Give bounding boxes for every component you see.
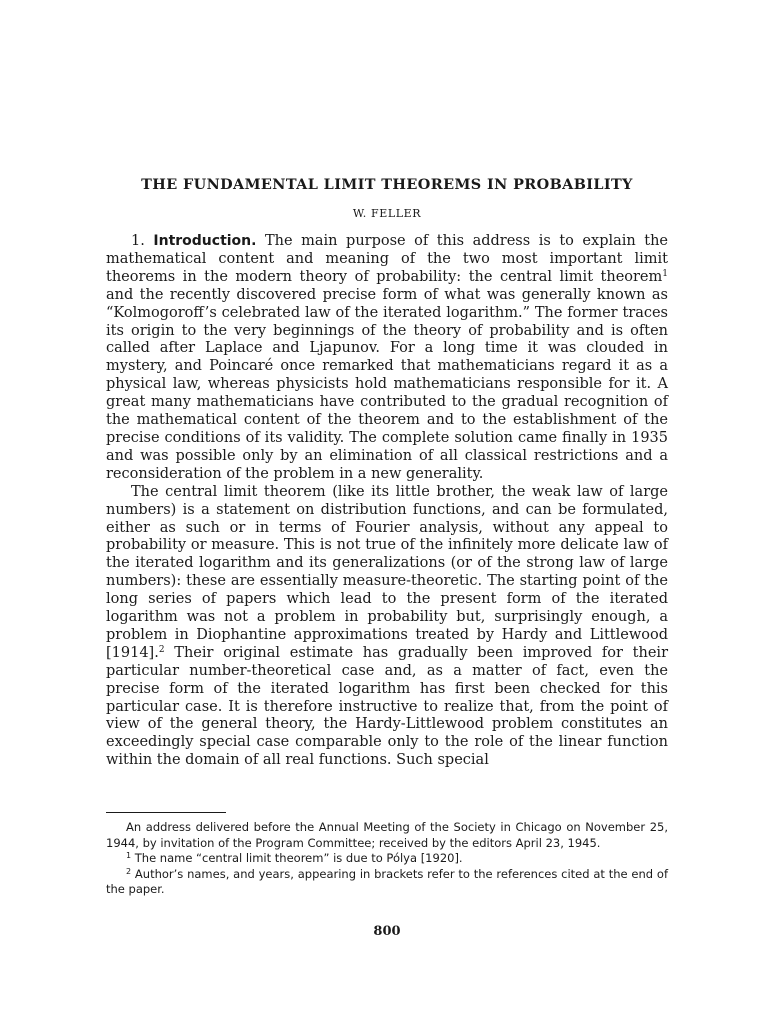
paragraph2-text-rest: Their original estimate has gradually been improved for their particular number-theoretical case and, as a matter of fact, even the precise form of the iterated logarithm has first been checked for this particular case. It is therefore instructive to realize that, from the point of view of the general theory, the Hardy-Littlewood problem constitutes an exceedingly special case comparable only to the role of the linear function within the domain of all real functions. Such special [106,644,668,769]
footnote-2-text: Author’s names, and years, appearing in brackets refer to the references cited at the end of the paper. [106,866,668,896]
paper-page [106,0,668,1024]
paper-title: THE FUNDAMENTAL LIMIT THEOREMS IN PROBABILITY [141,176,633,193]
footnote-1-mark: 1 [126,851,132,860]
paragraph2-text: The central limit theorem (like its little brother, the weak law of large numbers) is a statement on distribution functions, and can be formulated, either as such or in terms of Fourier analysis, without any appeal to probability or measure. This is not true of the infinitely more delicate law of the iterated logarithm and its generalizations (or of the strong law of large numbers): these are essentially measure-theoretic. The starting point of the long series of papers which lead to the present form of the iterated logarithm was not a problem in probability but, surprisingly enough, a problem in Diophantine approximations treated by Hardy and Littlewood [1914]. [106,483,668,661]
section-number: 1. [131,233,145,249]
footnote-ref-1: 1 [662,268,668,279]
paragraph-central-limit [106,484,668,771]
footnote-1-text: The name “central limit theorem” is due to Pólya [1920]. [131,851,463,865]
paper-author: W. FELLER [352,207,422,220]
footnote-1 [106,851,668,867]
footnote-2 [106,867,668,898]
main-body-text [106,233,668,770]
footnote-divider [106,812,226,813]
paragraph1-text: The main purpose of this address is to explain the mathematical content and meaning of the two most important limit theorems in the modern theory of probability: the central limit theorem [106,233,669,285]
footnote-address: An address delivered before the Annual Meeting of the Society in Chicago on November 25, 1944, by invitation of the Program Committee; received by the editors April 23, 1945. [106,820,668,850]
section-heading: Introduction. [153,233,257,249]
paragraph-introduction [106,233,668,484]
paragraph1-text-rest: and the recently discovered precise form of what was generally known as “Kolmogoroff’s celebrated law of the iterated logarithm.” The former traces its origin to the very beginnings of the theory of probability and is often called after Laplace and Ljapunov. For a long time it was clouded in mystery, and Poincaré once remarked that mathematicians regard it as a physical law, whereas physicists hold mathematicians responsible for it. A great many mathematicians have contributed to the gradual recognition of the mathematical content of the theorem and to the establishment of the precise conditions of its validity. The complete solution came finally in 1935 and was possible only by an elimination of all classical restrictions and a reconsideration of the problem in a new generality. [106,286,668,482]
footnotes [106,820,668,898]
footnote-2-mark: 2 [126,866,132,876]
page-number: 800 [373,924,401,939]
footnote-ref-2: 2 [158,644,165,655]
